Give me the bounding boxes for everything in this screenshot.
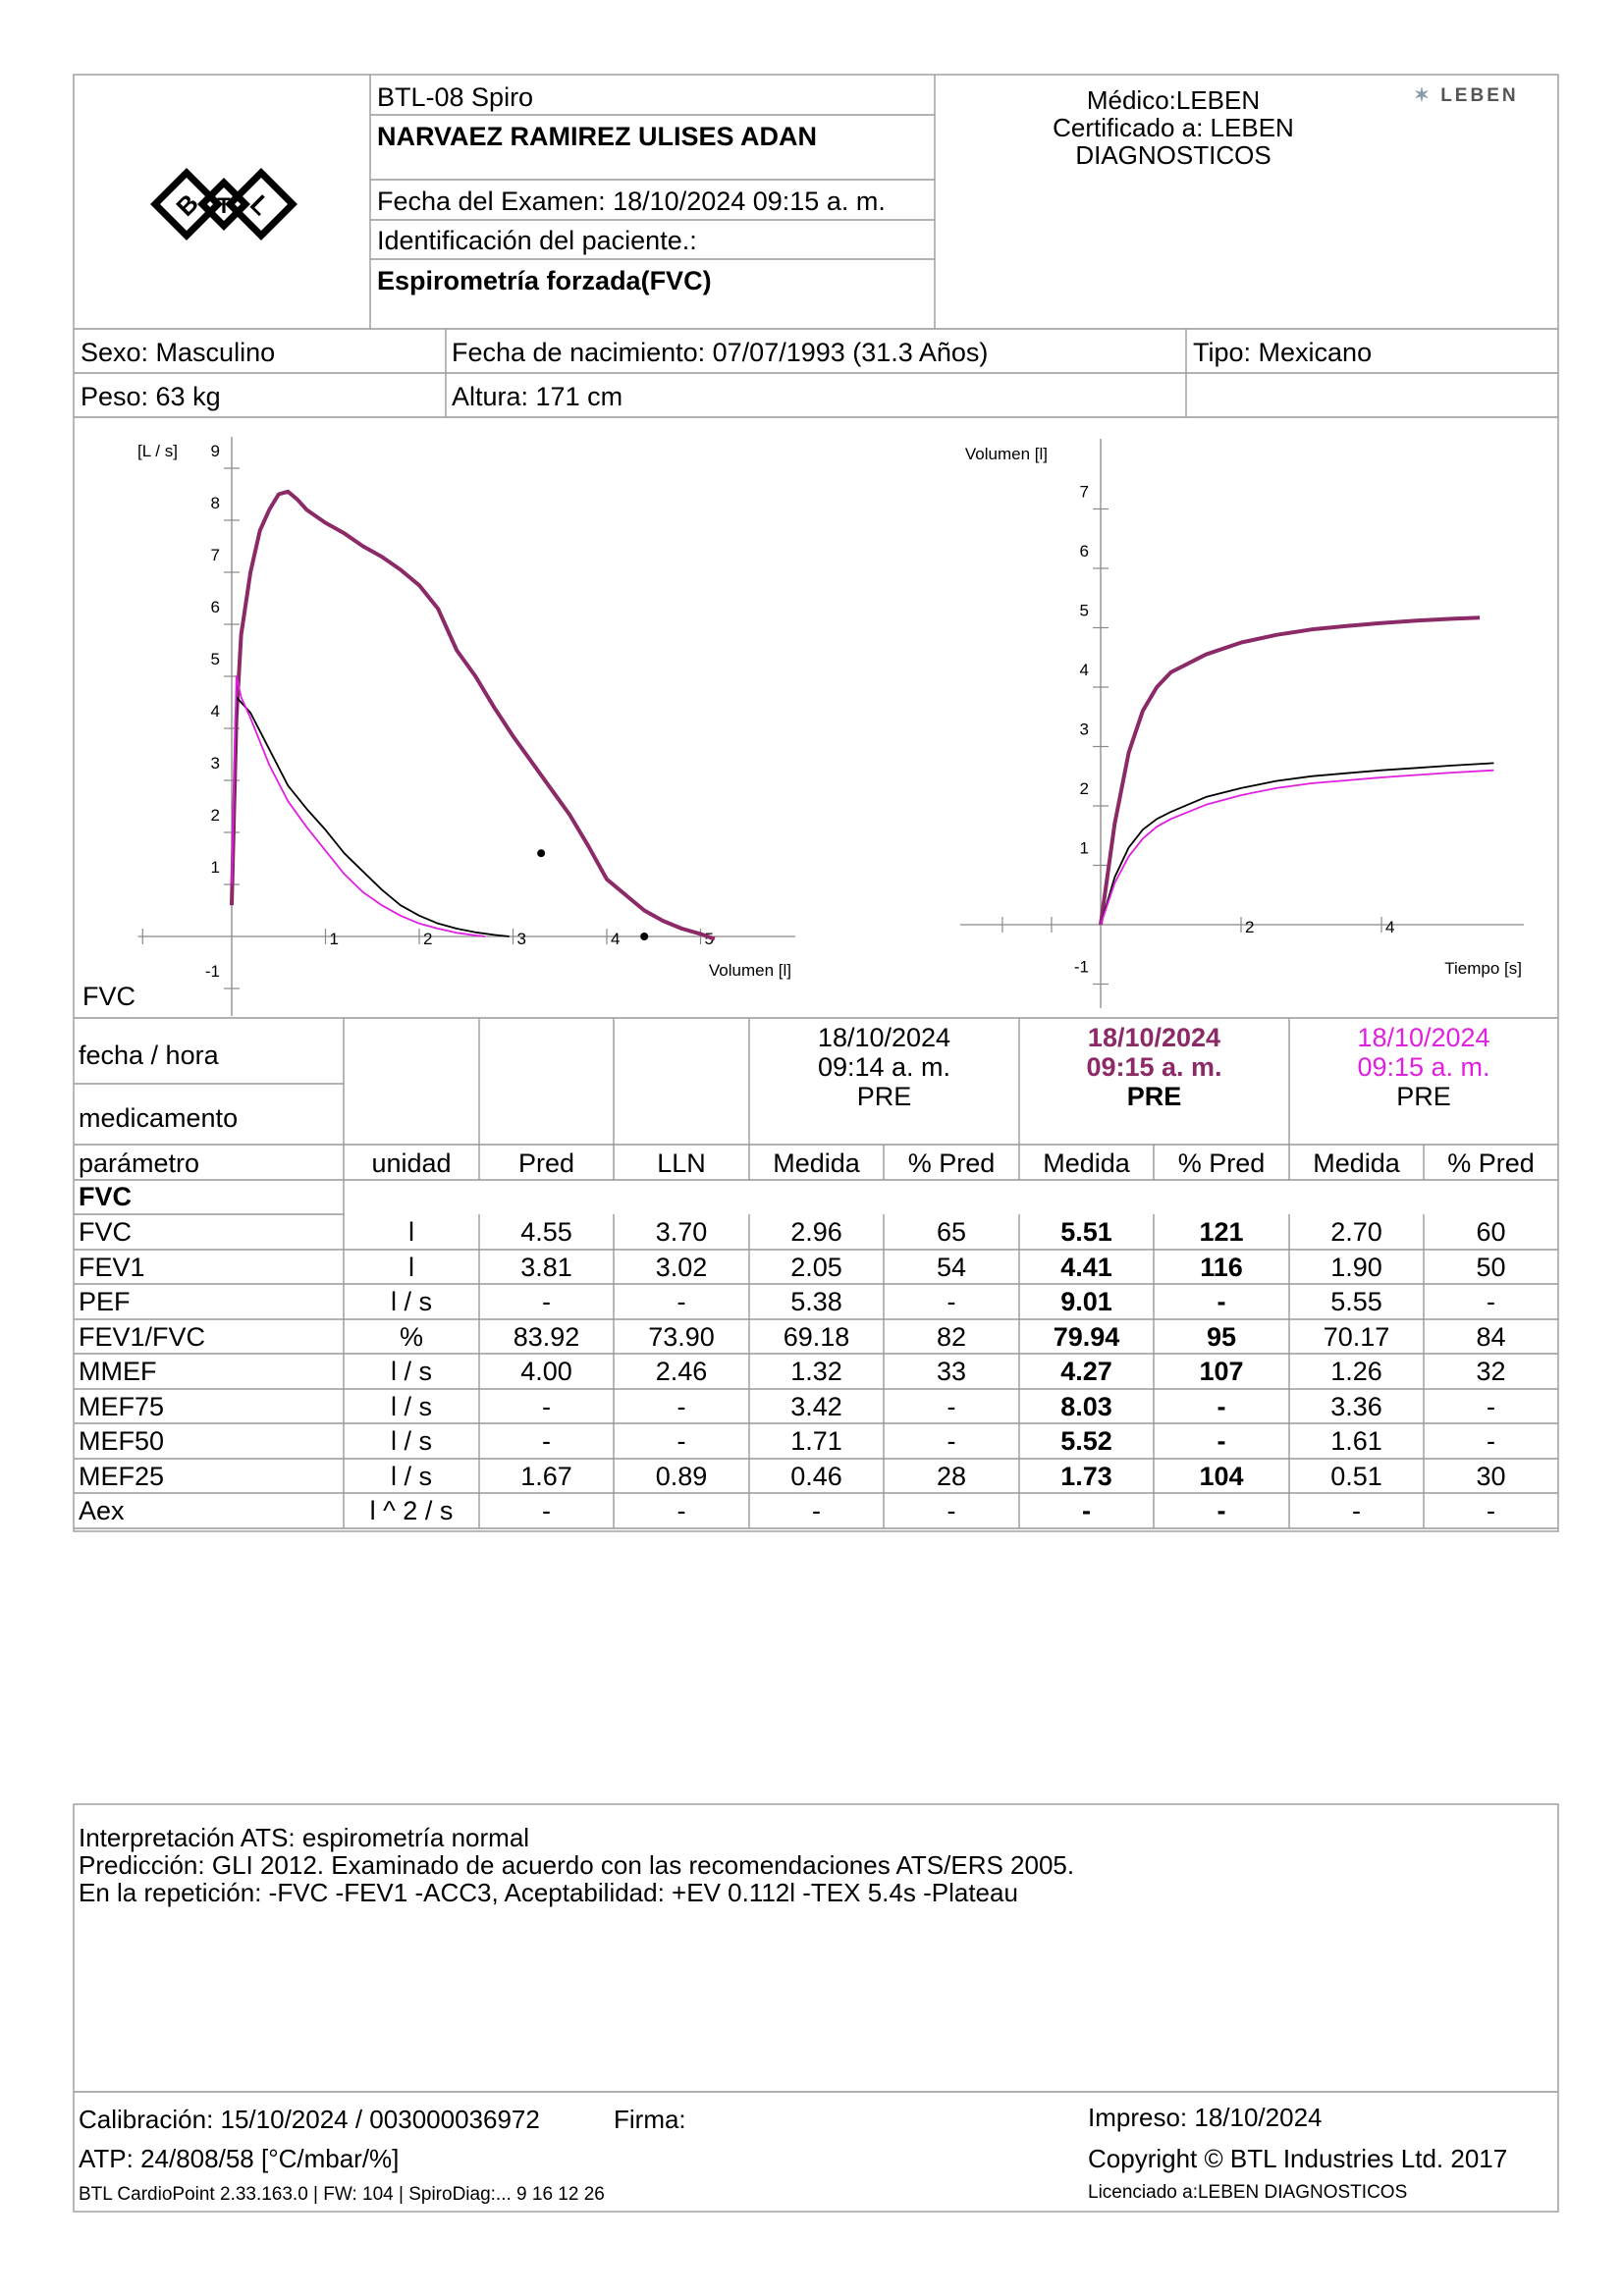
btl-logo: [147, 165, 300, 243]
x-tick-label: 3: [516, 930, 526, 948]
table-cell: 4.55: [520, 1217, 572, 1247]
interpretation-line-3: En la repetición: -FVC -FEV1 -ACC3, Aceptabilidad: +EV 0.112l -TEX 5.4s -Plateau: [79, 1878, 1018, 1907]
patient-type: Tipo: Mexicano: [1193, 338, 1373, 367]
table-cell: MEF75: [79, 1392, 165, 1421]
table-cell: 32: [1476, 1357, 1506, 1386]
session-time: 09:15 a. m.: [1086, 1052, 1222, 1082]
table-cell: 1.26: [1330, 1357, 1382, 1386]
y-tick-label: 6: [1079, 542, 1089, 561]
column-header: % Pred: [1447, 1148, 1535, 1178]
table-cell: 5.38: [790, 1287, 842, 1316]
series-line: [1101, 617, 1480, 925]
table-cell: 1.61: [1330, 1426, 1382, 1456]
doctor-block: [982, 86, 1365, 169]
session-med: PRE: [1396, 1082, 1451, 1111]
y-tick-label: 8: [210, 494, 220, 512]
session-date: 18/10/2024: [1087, 1023, 1221, 1052]
chart-label-fvc: FVC: [82, 982, 135, 1011]
table-cell: l / s: [390, 1392, 432, 1421]
table-cell: 3.42: [790, 1392, 842, 1421]
section-fvc: FVC: [79, 1182, 132, 1211]
table-cell: 107: [1199, 1357, 1244, 1386]
session-med: PRE: [856, 1082, 912, 1111]
series-line: [232, 697, 510, 936]
table-cell: 79.94: [1053, 1322, 1120, 1352]
leben-logo-text: LEBEN: [1440, 85, 1519, 106]
device-name: BTL-08 Spiro: [377, 82, 534, 112]
table-cell: l / s: [390, 1462, 432, 1491]
table-cell: 65: [936, 1217, 967, 1247]
table-cell: -: [676, 1426, 686, 1456]
data-point: [640, 933, 648, 940]
x-axis-label: Volumen [l]: [708, 961, 791, 980]
table-cell: -: [812, 1496, 821, 1525]
table-cell: 1.71: [790, 1426, 842, 1456]
table-cell: -: [1487, 1426, 1495, 1456]
table-cell: l / s: [390, 1357, 432, 1386]
table-cell: 5.51: [1060, 1217, 1112, 1247]
series-line: [232, 676, 485, 936]
y-tick-label: -1: [204, 962, 220, 981]
copyright: Copyright © BTL Industries Ltd. 2017: [1088, 2144, 1508, 2173]
table-cell: 2.70: [1330, 1217, 1382, 1247]
x-axis-label: Tiempo [s]: [1444, 959, 1522, 978]
label-medicamento: medicamento: [79, 1103, 239, 1133]
table-cell: 4.00: [520, 1357, 572, 1386]
table-cell: PEF: [79, 1287, 131, 1316]
table-cell: -: [676, 1287, 686, 1316]
table-cell: l ^ 2 / s: [369, 1496, 454, 1525]
y-tick-label: 6: [210, 598, 220, 616]
column-header: parámetro: [79, 1148, 200, 1178]
table-cell: 95: [1206, 1322, 1237, 1352]
y-tick-label: 9: [210, 442, 220, 460]
y-tick-label: 2: [210, 806, 220, 825]
table-cell: MEF25: [79, 1462, 165, 1491]
certified-to: Certificado a: LEBEN: [1053, 113, 1294, 142]
table-cell: -: [1217, 1392, 1226, 1421]
table-cell: 1.90: [1330, 1253, 1382, 1282]
signature-label: Firma:: [614, 2105, 686, 2134]
table-cell: l / s: [390, 1426, 432, 1456]
table-cell: -: [1487, 1287, 1495, 1316]
table-cell: 70.17: [1323, 1322, 1390, 1352]
x-tick-label: 4: [611, 930, 621, 948]
table-cell: 104: [1199, 1462, 1244, 1491]
table-cell: -: [542, 1392, 551, 1421]
column-header: % Pred: [907, 1148, 996, 1178]
table-cell: 3.36: [1330, 1392, 1382, 1421]
certified-to-line2: DIAGNOSTICOS: [1075, 140, 1271, 170]
series-line: [1101, 771, 1493, 925]
table-cell: 84: [1476, 1322, 1506, 1352]
table-cell: 73.90: [648, 1322, 715, 1352]
session-time: 09:14 a. m.: [817, 1052, 951, 1082]
table-cell: 50: [1476, 1253, 1506, 1282]
svg-text:B: B: [170, 187, 204, 222]
table-cell: FEV1: [79, 1253, 145, 1282]
x-tick-label: 5: [704, 930, 714, 948]
y-axis-label: [L / s]: [137, 442, 178, 460]
patient-birth: Fecha de nacimiento: 07/07/1993 (31.3 Años): [452, 338, 989, 367]
table-cell: Aex: [79, 1496, 125, 1525]
y-tick-label: 1: [1079, 838, 1089, 858]
table-cell: 5.52: [1060, 1426, 1112, 1456]
x-tick-label: 4: [1385, 918, 1395, 936]
patient-id: Identificación del paciente.:: [377, 226, 697, 255]
series-line: [232, 492, 715, 939]
table-cell: -: [542, 1496, 551, 1525]
table-cell: -: [947, 1496, 956, 1525]
session-header: [749, 1023, 1019, 1111]
table-cell: l / s: [390, 1287, 432, 1316]
table-cell: -: [1082, 1496, 1091, 1525]
table-cell: -: [542, 1287, 551, 1316]
table-cell: -: [676, 1496, 686, 1525]
y-tick-label: 7: [1079, 482, 1089, 502]
printed-date: Impreso: 18/10/2024: [1088, 2103, 1323, 2132]
table-cell: 9.01: [1060, 1287, 1112, 1316]
session-time: 09:15 a. m.: [1357, 1052, 1490, 1082]
table-cell: -: [1217, 1496, 1226, 1525]
data-point: [537, 849, 545, 857]
table-cell: l: [408, 1217, 414, 1247]
table-cell: 54: [936, 1253, 967, 1282]
interpretation-line-2: Predicción: GLI 2012. Examinado de acuerdo con las recomendaciones ATS/ERS 2005.: [79, 1850, 1075, 1880]
table-cell: 3.81: [520, 1253, 572, 1282]
table-cell: 2.46: [655, 1357, 708, 1386]
y-tick-label: 4: [1079, 661, 1089, 679]
table-cell: 2.05: [790, 1253, 842, 1282]
column-header: % Pred: [1177, 1148, 1266, 1178]
y-tick-label: 5: [1079, 601, 1089, 620]
table-cell: -: [1352, 1496, 1361, 1525]
table-cell: 116: [1200, 1253, 1243, 1282]
patient-sex: Sexo: Masculino: [81, 338, 276, 367]
exam-date: Fecha del Examen: 18/10/2024 09:15 a. m.: [377, 187, 886, 216]
table-cell: -: [542, 1426, 551, 1456]
x-tick-label: 2: [423, 930, 433, 948]
table-cell: 3.02: [655, 1253, 708, 1282]
y-tick-label: 7: [210, 546, 220, 564]
atp: ATP: 24/808/58 [°C/mbar/%]: [79, 2144, 400, 2173]
table-cell: -: [1217, 1287, 1226, 1316]
table-cell: -: [1217, 1426, 1226, 1456]
table-cell: 0.46: [790, 1462, 842, 1491]
table-cell: 2.96: [790, 1217, 842, 1247]
interpretation: [79, 1824, 1074, 1906]
column-header: Medida: [773, 1148, 860, 1178]
session-date: 18/10/2024: [817, 1023, 951, 1052]
patient-weight: Peso: 63 kg: [81, 382, 221, 411]
y-tick-label: 2: [1079, 779, 1089, 798]
calibration: Calibración: 15/10/2024 / 003000036972: [79, 2105, 540, 2134]
column-header: Medida: [1313, 1148, 1400, 1178]
column-header: unidad: [371, 1148, 452, 1178]
svg-text:T: T: [217, 193, 231, 218]
volume-time-chart: [820, 417, 1558, 1018]
table-cell: 83.92: [513, 1322, 580, 1352]
test-type: Espirometría forzada(FVC): [377, 266, 712, 295]
leben-logo-mark: ✶: [1414, 85, 1433, 106]
table-cell: 0.51: [1330, 1462, 1382, 1491]
table-cell: -: [1487, 1392, 1495, 1421]
table-cell: %: [399, 1322, 423, 1352]
table-cell: 4.41: [1060, 1253, 1112, 1282]
table-cell: 28: [936, 1462, 967, 1491]
table-cell: FEV1/FVC: [79, 1322, 206, 1352]
table-cell: 1.67: [520, 1462, 572, 1491]
column-header: Pred: [517, 1148, 575, 1178]
label-fecha-hora: fecha / hora: [79, 1041, 219, 1070]
table-cell: 69.18: [783, 1322, 850, 1352]
table-cell: 0.89: [655, 1462, 708, 1491]
table-cell: 30: [1476, 1462, 1506, 1491]
table-cell: 82: [936, 1322, 967, 1352]
table-cell: 1.73: [1060, 1462, 1112, 1491]
table-cell: 1.32: [790, 1357, 842, 1386]
doctor: Médico:LEBEN: [1086, 85, 1261, 115]
session-header: [1289, 1023, 1558, 1111]
flow-volume-chart: [74, 417, 820, 1018]
patient-height: Altura: 171 cm: [452, 382, 623, 411]
patient-name: NARVAEZ RAMIREZ ULISES ADAN: [377, 122, 818, 151]
table-cell: 5.55: [1330, 1287, 1382, 1316]
y-tick-label: 5: [210, 650, 220, 668]
table-cell: 60: [1476, 1217, 1506, 1247]
table-cell: MMEF: [79, 1357, 157, 1386]
interpretation-line-1: Interpretación ATS: espirometría normal: [79, 1823, 530, 1852]
table-cell: -: [1487, 1496, 1495, 1525]
y-axis-label: Volumen [l]: [964, 445, 1048, 463]
leben-logo: [1414, 84, 1519, 107]
table-cell: 121: [1199, 1217, 1244, 1247]
table-cell: 4.27: [1060, 1357, 1112, 1386]
y-tick-label: 3: [1079, 720, 1089, 739]
y-tick-label: -1: [1073, 957, 1089, 977]
table-cell: 3.70: [655, 1217, 708, 1247]
y-tick-label: 4: [210, 702, 220, 721]
y-tick-label: 3: [210, 754, 220, 773]
session-med: PRE: [1126, 1082, 1182, 1111]
table-cell: 33: [936, 1357, 967, 1386]
column-header: LLN: [657, 1148, 706, 1178]
y-tick-label: 1: [210, 858, 220, 877]
session-date: 18/10/2024: [1357, 1023, 1490, 1052]
table-cell: -: [676, 1392, 686, 1421]
session-header: [1019, 1023, 1289, 1111]
table-cell: -: [947, 1426, 956, 1456]
x-tick-label: 1: [329, 930, 339, 948]
software-version: BTL CardioPoint 2.33.163.0 | FW: 104 | SpiroDiag:... 9 16 12 26: [79, 2184, 605, 2205]
table-cell: -: [947, 1287, 956, 1316]
table-cell: FVC: [79, 1217, 132, 1247]
table-cell: MEF50: [79, 1426, 165, 1456]
column-header: Medida: [1043, 1148, 1130, 1178]
series-line: [1101, 763, 1493, 925]
table-cell: 8.03: [1060, 1392, 1112, 1421]
licensed-to: Licenciado a:LEBEN DIAGNOSTICOS: [1088, 2182, 1408, 2203]
table-cell: l: [408, 1253, 414, 1282]
x-tick-label: 2: [1245, 918, 1255, 936]
svg-text:L: L: [244, 188, 277, 221]
table-cell: -: [947, 1392, 956, 1421]
